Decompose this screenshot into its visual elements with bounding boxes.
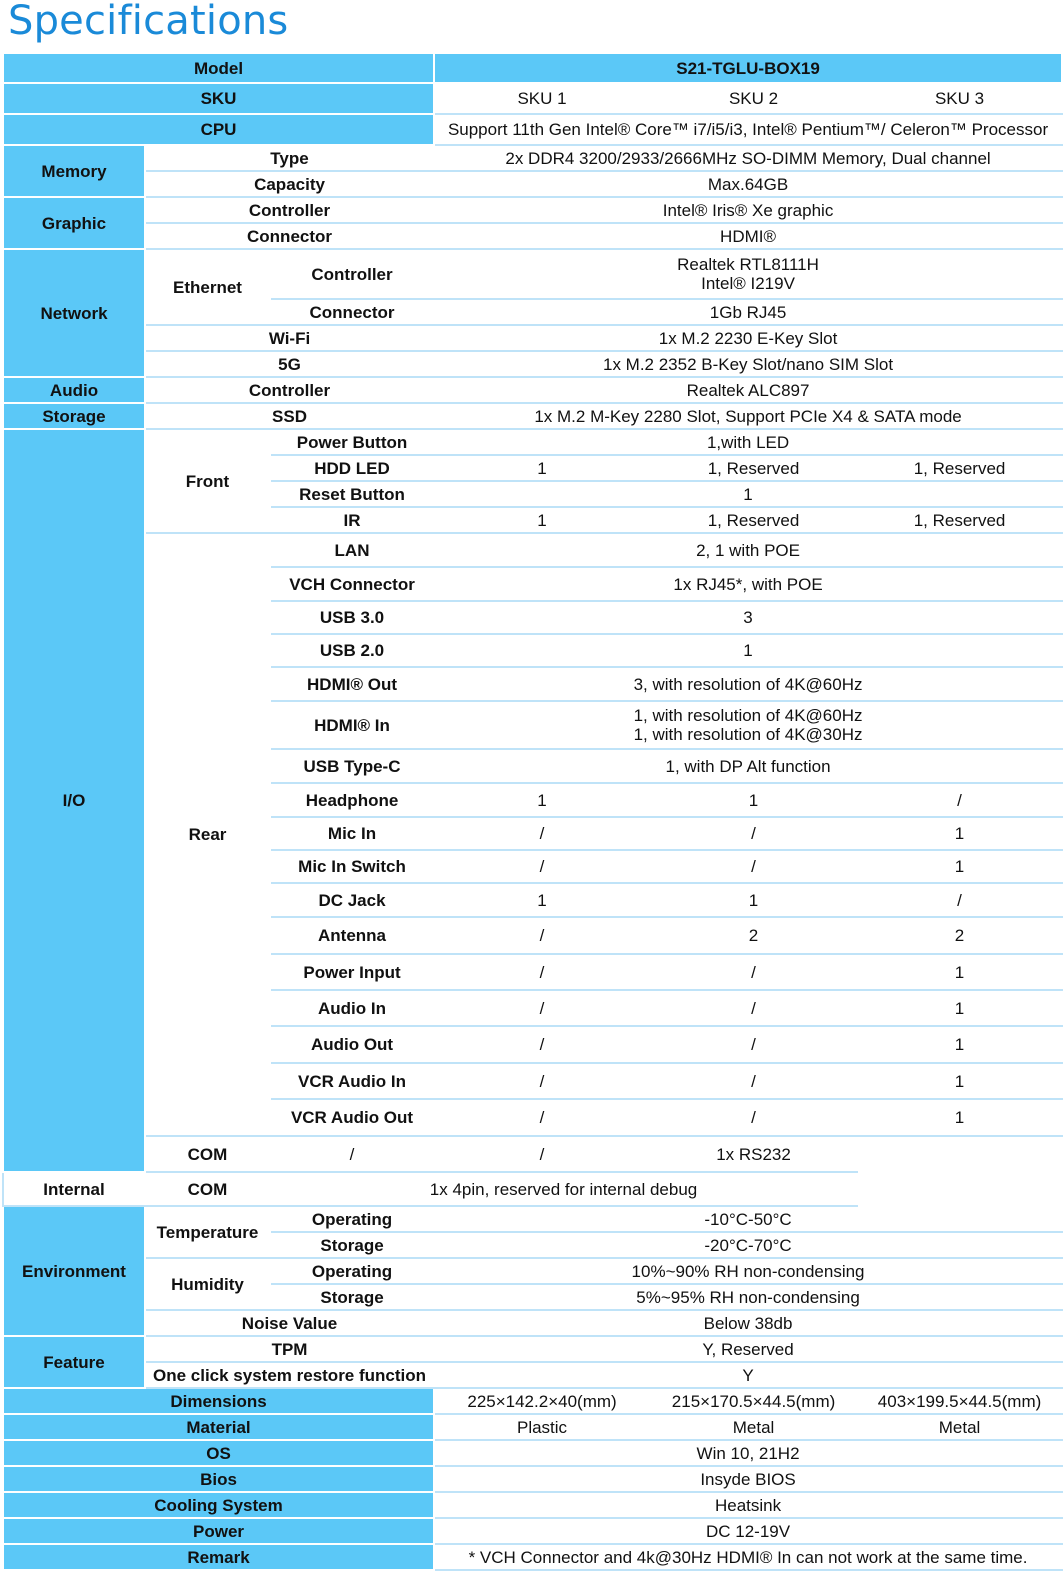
usb2-label: USB 2.0 [270, 634, 434, 667]
mic-switch-sku1: / [434, 850, 650, 883]
mic-in-label: Mic In [270, 817, 434, 850]
audio-out-label: Audio Out [270, 1026, 434, 1063]
row-network-5g [3, 351, 1062, 377]
material-sku1: Plastic [434, 1414, 650, 1440]
cpu-value: Support 11th Gen Intel® Core™ i7/i5/i3, Intel® Pentium™/ Celeron™ Processor [434, 114, 1062, 145]
network-label: Network [3, 249, 145, 377]
model-value: S21-TGLU-BOX19 [434, 53, 1062, 83]
environment-label: Environment [3, 1206, 145, 1336]
power-value: DC 12-19V [434, 1518, 1062, 1544]
headphone-label: Headphone [270, 783, 434, 817]
audio-controller-label: Controller [145, 377, 434, 403]
row-material [3, 1414, 1062, 1440]
dimensions-sku3: 403×199.5×44.5(mm) [857, 1388, 1062, 1414]
hum-storage-value: 5%~95% RH non-condensing [434, 1284, 1062, 1310]
power-input-sku3: 1 [857, 954, 1062, 990]
vcr-audio-out-sku2: / [650, 1099, 857, 1136]
usb2-value: 1 [434, 634, 1062, 667]
bios-value: Insyde BIOS [434, 1466, 1062, 1492]
power-button-label: Power Button [270, 429, 434, 455]
vcr-audio-in-sku3: 1 [857, 1063, 1062, 1099]
hdmi-in-text: 1, with resolution of 4K@60Hz 1, with resolution of 4K@30Hz [633, 706, 863, 744]
ir-sku3: 1, Reserved [857, 507, 1062, 533]
restore-value: Y [434, 1362, 1062, 1388]
dc-jack-label: DC Jack [270, 883, 434, 917]
memory-type-label: Type [145, 145, 434, 171]
rear-label: Rear [145, 533, 270, 1136]
hdmi-in-label: HDMI® In [270, 701, 434, 749]
vch-label: VCH Connector [270, 567, 434, 601]
hum-operating-label: Operating [270, 1258, 434, 1284]
material-label: Material [3, 1414, 434, 1440]
humidity-label: Humidity [145, 1258, 270, 1310]
row-network-eth-controller [3, 249, 1062, 299]
audio-out-sku2: / [650, 1026, 857, 1063]
restore-label: One click system restore function [145, 1362, 434, 1388]
tpm-value: Y, Reserved [434, 1336, 1062, 1362]
eth-controller-label: Controller [270, 249, 434, 299]
lan-value: 2, 1 with POE [434, 533, 1062, 567]
dc-jack-sku1: 1 [434, 883, 650, 917]
graphic-connector-value: HDMI® [434, 223, 1062, 249]
mic-switch-label: Mic In Switch [270, 850, 434, 883]
eth-connector-value: 1Gb RJ45 [434, 299, 1062, 325]
audio-out-sku3: 1 [857, 1026, 1062, 1063]
memory-capacity-label: Capacity [145, 171, 434, 197]
power-button-value: 1,with LED [434, 429, 1062, 455]
temp-operating-value: -10°C-50°C [434, 1206, 1062, 1232]
com-label: COM [145, 1136, 270, 1172]
row-bios [3, 1466, 1062, 1492]
tpm-label: TPM [145, 1336, 434, 1362]
row-feature-tpm [3, 1336, 1062, 1362]
ssd-value: 1x M.2 M-Key 2280 Slot, Support PCIe X4 & SATA mode [434, 403, 1062, 429]
os-label: OS [3, 1440, 434, 1466]
vcr-audio-out-sku3: 1 [857, 1099, 1062, 1136]
dimensions-sku2: 215×170.5×44.5(mm) [650, 1388, 857, 1414]
row-memory-capacity [3, 171, 1062, 197]
row-remark [3, 1544, 1062, 1570]
wifi-label: Wi-Fi [145, 325, 434, 351]
antenna-sku1: / [434, 917, 650, 954]
hdd-led-sku2: 1, Reserved [650, 455, 857, 481]
hdd-led-sku1: 1 [434, 455, 650, 481]
audio-controller-value: Realtek ALC897 [434, 377, 1062, 403]
hdd-led-label: HDD LED [270, 455, 434, 481]
remark-label: Remark [3, 1544, 434, 1570]
front-label: Front [145, 429, 270, 533]
graphic-label: Graphic [3, 197, 145, 249]
usb3-value: 3 [434, 601, 1062, 634]
dc-jack-sku2: 1 [650, 883, 857, 917]
noise-label: Noise Value [145, 1310, 434, 1336]
row-sku [3, 83, 1062, 114]
vch-value: 1x RJ45*, with POE [434, 567, 1062, 601]
lan-label: LAN [270, 533, 434, 567]
hum-operating-value: 10%~90% RH non-condensing [434, 1258, 1062, 1284]
usb3-label: USB 3.0 [270, 601, 434, 634]
row-audio [3, 377, 1062, 403]
ir-sku2: 1, Reserved [650, 507, 857, 533]
memory-type-value: 2x DDR4 3200/2933/2666MHz SO-DIMM Memory, Dual channel [434, 145, 1062, 171]
power-input-sku1: / [434, 954, 650, 990]
row-env-hum-operating [3, 1258, 1062, 1284]
graphic-connector-label: Connector [145, 223, 434, 249]
ssd-label: SSD [145, 403, 434, 429]
hum-storage-label: Storage [270, 1284, 434, 1310]
hdmi-in-value [434, 701, 1062, 749]
headphone-sku1: 1 [434, 783, 650, 817]
os-value: Win 10, 21H2 [434, 1440, 1062, 1466]
row-memory-type [3, 145, 1062, 171]
feature-label: Feature [3, 1336, 145, 1388]
com-sku2: / [434, 1136, 650, 1172]
temperature-label: Temperature [145, 1206, 270, 1258]
row-os [3, 1440, 1062, 1466]
temp-operating-label: Operating [270, 1206, 434, 1232]
eth-controller-text: Realtek RTL8111H Intel® I219V [677, 255, 819, 293]
wifi-value: 1x M.2 2230 E-Key Slot [434, 325, 1062, 351]
vcr-audio-in-sku1: / [434, 1063, 650, 1099]
sku-label: SKU [3, 83, 434, 114]
page-title: Specifications [8, 0, 289, 44]
power-input-sku2: / [650, 954, 857, 990]
audio-in-sku1: / [434, 990, 650, 1026]
hdmi-out-value: 3, with resolution of 4K@60Hz [434, 667, 1062, 701]
ir-label: IR [270, 507, 434, 533]
audio-out-sku1: / [434, 1026, 650, 1063]
antenna-label: Antenna [270, 917, 434, 954]
power-label: Power [3, 1518, 434, 1544]
graphic-controller-label: Controller [145, 197, 434, 223]
mic-switch-sku3: 1 [857, 850, 1062, 883]
row-power [3, 1518, 1062, 1544]
usbc-label: USB Type-C [270, 749, 434, 783]
row-feature-restore [3, 1362, 1062, 1388]
com-sku3: 1x RS232 [650, 1136, 857, 1172]
vcr-audio-in-label: VCR Audio In [270, 1063, 434, 1099]
audio-in-sku2: / [650, 990, 857, 1026]
ir-sku1: 1 [434, 507, 650, 533]
row-network-wifi [3, 325, 1062, 351]
row-graphic-controller [3, 197, 1062, 223]
row-cpu [3, 114, 1062, 145]
hdmi-out-label: HDMI® Out [270, 667, 434, 701]
audio-label: Audio [3, 377, 145, 403]
row-io-lan [3, 533, 1062, 567]
row-model [3, 53, 1062, 83]
eth-connector-label: Connector [270, 299, 434, 325]
usbc-value: 1, with DP Alt function [434, 749, 1062, 783]
com-sku1: / [270, 1136, 434, 1172]
memory-capacity-value: Max.64GB [434, 171, 1062, 197]
mic-in-sku1: / [434, 817, 650, 850]
internal-com-label: COM [145, 1172, 270, 1206]
sku-2: SKU 2 [650, 83, 857, 114]
memory-label: Memory [3, 145, 145, 197]
reset-button-value: 1 [434, 481, 1062, 507]
antenna-sku3: 2 [857, 917, 1062, 954]
graphic-controller-value: Intel® Iris® Xe graphic [434, 197, 1062, 223]
row-cooling [3, 1492, 1062, 1518]
storage-label: Storage [3, 403, 145, 429]
dc-jack-sku3: / [857, 883, 1062, 917]
headphone-sku3: / [857, 783, 1062, 817]
row-env-temp-operating [3, 1206, 1062, 1232]
audio-in-sku3: 1 [857, 990, 1062, 1026]
mic-in-sku2: / [650, 817, 857, 850]
power-input-label: Power Input [270, 954, 434, 990]
mic-switch-sku2: / [650, 850, 857, 883]
row-graphic-connector [3, 223, 1062, 249]
temp-storage-label: Storage [270, 1232, 434, 1258]
dimensions-sku1: 225×142.2×40(mm) [434, 1388, 650, 1414]
noise-value: Below 38db [434, 1310, 1062, 1336]
vcr-audio-out-sku1: / [434, 1099, 650, 1136]
row-storage [3, 403, 1062, 429]
row-io-power-button [3, 429, 1062, 455]
cpu-label: CPU [3, 114, 434, 145]
row-dimensions [3, 1388, 1062, 1414]
sku-3: SKU 3 [857, 83, 1062, 114]
eth-controller-value [434, 249, 1062, 299]
fiveg-label: 5G [145, 351, 434, 377]
material-sku3: Metal [857, 1414, 1062, 1440]
material-sku2: Metal [650, 1414, 857, 1440]
io-label: I/O [3, 429, 145, 1172]
specifications-table [2, 52, 1063, 1571]
dimensions-label: Dimensions [3, 1388, 434, 1414]
antenna-sku2: 2 [650, 917, 857, 954]
headphone-sku2: 1 [650, 783, 857, 817]
vcr-audio-out-label: VCR Audio Out [270, 1099, 434, 1136]
fiveg-value: 1x M.2 2352 B-Key Slot/nano SIM Slot [434, 351, 1062, 377]
internal-label: Internal [3, 1172, 145, 1206]
ethernet-label: Ethernet [145, 249, 270, 325]
bios-label: Bios [3, 1466, 434, 1492]
mic-in-sku3: 1 [857, 817, 1062, 850]
reset-button-label: Reset Button [270, 481, 434, 507]
sku-1: SKU 1 [434, 83, 650, 114]
row-io-com [3, 1136, 1062, 1172]
cooling-value: Heatsink [434, 1492, 1062, 1518]
audio-in-label: Audio In [270, 990, 434, 1026]
model-label: Model [3, 53, 434, 83]
temp-storage-value: -20°C-70°C [434, 1232, 1062, 1258]
internal-com-value: 1x 4pin, reserved for internal debug [270, 1172, 857, 1206]
row-env-noise [3, 1310, 1062, 1336]
hdd-led-sku3: 1, Reserved [857, 455, 1062, 481]
vcr-audio-in-sku2: / [650, 1063, 857, 1099]
remark-value: * VCH Connector and 4k@30Hz HDMI® In can not work at the same time. [434, 1544, 1062, 1570]
cooling-label: Cooling System [3, 1492, 434, 1518]
row-io-internal [3, 1172, 1062, 1206]
